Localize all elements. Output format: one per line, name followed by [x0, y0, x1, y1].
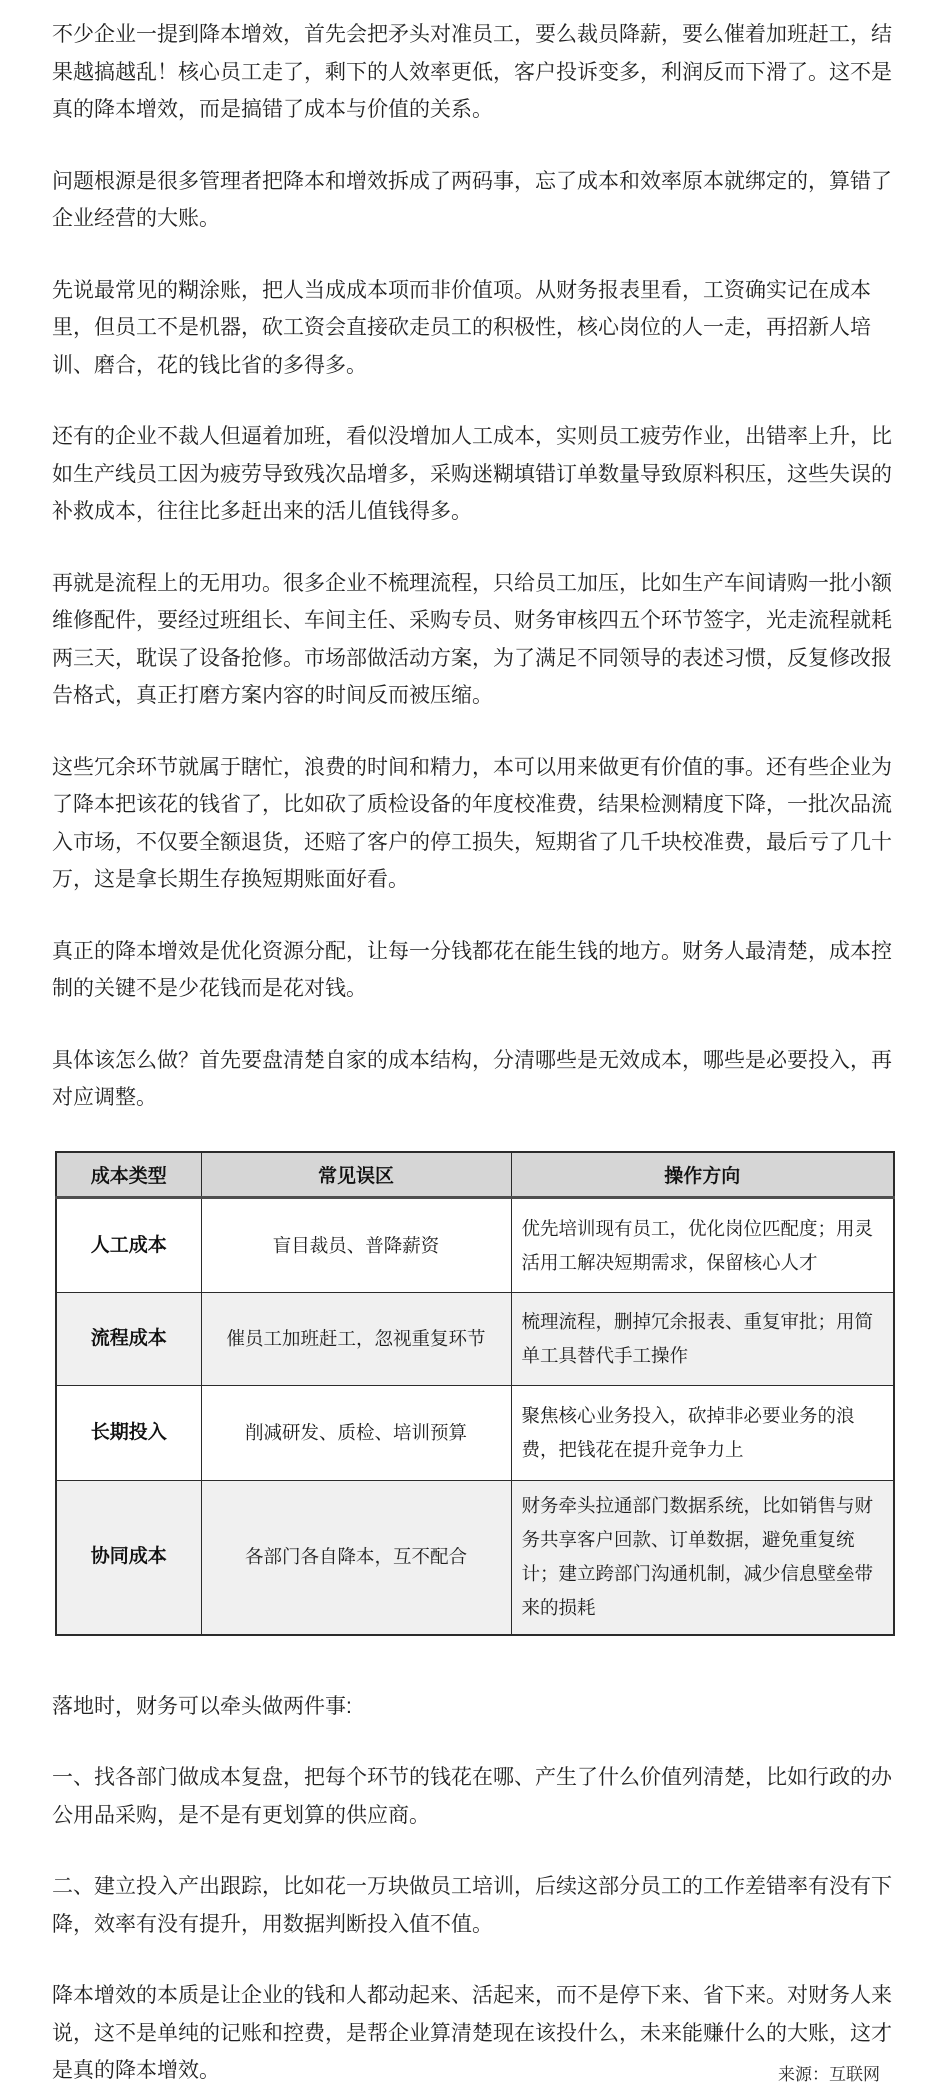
paragraph-redundant-links: 这些冗余环节就属于瞎忙，浪费的时间和精力，本可以用来做更有价值的事。还有些企业为了降本把该花的钱省了，比如砍了质检设备的年度校准费，结果检测精度下降，一批次品流入市场，不仅要全额退货，还赔了客户的停工损失，短期省了几千块校准费，最后亏了几十万，这是拿长期生存换短期账面好看。	[52, 755, 892, 891]
paragraph-overtime: 还有的企业不裁人但逼着加班，看似没增加人工成本，实则员工疲劳作业，出错率上升，比如生产线员工因为疲劳导致残次品增多，采购迷糊填错订单数量导致原料积压，这些失误的补救成本，往往比多赶出来的活儿值钱得多。	[52, 425, 892, 523]
paragraph-true-meaning: 真正的降本增效是优化资源分配，让每一分钱都花在能生钱的地方。财务人最清楚，成本控制的关键不是少花钱而是花对钱。	[52, 939, 892, 1000]
cell-category: 流程成本	[56, 1293, 201, 1386]
cell-action: 财务牵头拉通部门数据系统，比如销售与财务共享客户回款、订单数据，避免重复统计；建立跨部门沟通机制，减少信息壁垒带来的损耗	[511, 1481, 894, 1635]
cell-category: 长期投入	[56, 1386, 201, 1481]
cell-misconception: 盲目裁员、普降薪资	[201, 1198, 511, 1293]
column-header-cost-type: 成本类型	[56, 1152, 201, 1198]
cell-category: 协同成本	[56, 1481, 201, 1635]
source-attribution: 来源：互联网	[778, 2064, 880, 2084]
paragraph-intro: 不少企业一提到降本增效，首先会把矛头对准员工，要么裁员降薪，要么催着加班赶工，结果越搞越乱！核心员工走了，剩下的人效率更低，客户投诉变多，利润反而下滑了。这不是真的降本增效，而是搞错了成本与价值的关系。	[52, 23, 892, 121]
paragraph-step-two: 二、建立投入产出跟踪，比如花一万块做员工培训，后续这部分员工的工作差错率有没有下降，效率有没有提升，用数据判断投入值不值。	[52, 1875, 892, 1936]
cell-category: 人工成本	[56, 1198, 201, 1293]
cell-action: 优先培训现有员工，优化岗位匹配度；用灵活用工解决短期需求，保留核心人才	[511, 1198, 894, 1293]
paragraph-cost-vs-value: 先说最常见的糊涂账，把人当成成本项而非价值项。从财务报表里看，工资确实记在成本里，但员工不是机器，砍工资会直接砍走员工的积极性，核心岗位的人一走，再招新人培训、磨合，花的钱比省的多得多。	[52, 278, 871, 377]
cell-misconception: 催员工加班赶工，忽视重复环节	[201, 1293, 511, 1386]
paragraph-root-cause: 问题根源是很多管理者把降本和增效拆成了两码事，忘了成本和效率原本就绑定的，算错了企业经营的大账。	[52, 169, 892, 230]
cell-misconception: 削减研发、质检、培训预算	[201, 1386, 511, 1481]
cell-misconception: 各部门各自降本，互不配合	[201, 1481, 511, 1635]
column-header-misconception: 常见误区	[201, 1152, 511, 1198]
table-row-process-cost	[56, 1293, 894, 1386]
column-header-action: 操作方向	[511, 1152, 894, 1198]
table-row-longterm-investment	[56, 1386, 894, 1481]
cell-action: 聚焦核心业务投入，砍掉非必要业务的浪费，把钱花在提升竞争力上	[511, 1386, 894, 1481]
table-row-labor-cost	[56, 1198, 894, 1293]
paragraph-landing-intro: 落地时，财务可以牵头做两件事:	[52, 1694, 352, 1718]
paragraph-process-waste: 再就是流程上的无用功。很多企业不梳理流程，只给员工加压，比如生产车间请购一批小额维修配件，要经过班组长、车间主任、采购专员、财务审核四五个环节签字，光走流程就耗两三天，耽误了设备抢修。市场部做活动方案，为了满足不同领导的表述习惯，反复修改报告格式，真正打磨方案内容的时间反而被压缩。	[52, 571, 892, 707]
paragraph-step-one: 一、找各部门做成本复盘，把每个环节的钱花在哪、产生了什么价值列清楚，比如行政的办公用品采购，是不是有更划算的供应商。	[52, 1766, 892, 1827]
paragraph-how-to: 具体该怎么做？首先要盘清楚自家的成本结构，分清哪些是无效成本，哪些是必要投入，再对应调整。	[52, 1048, 892, 1109]
table-row-collaboration-cost	[56, 1481, 894, 1635]
table-header-row	[56, 1152, 894, 1198]
cell-action: 梳理流程，删掉冗余报表、重复审批；用简单工具替代手工操作	[511, 1293, 894, 1386]
paragraph-conclusion: 降本增效的本质是让企业的钱和人都动起来、活起来，而不是停下来、省下来。对财务人来说，这不是单纯的记账和控费，是帮企业算清楚现在该投什么，未来能赚什么的大账，这才是真的降本增效。	[52, 1984, 892, 2082]
cost-type-table	[55, 1151, 895, 1636]
